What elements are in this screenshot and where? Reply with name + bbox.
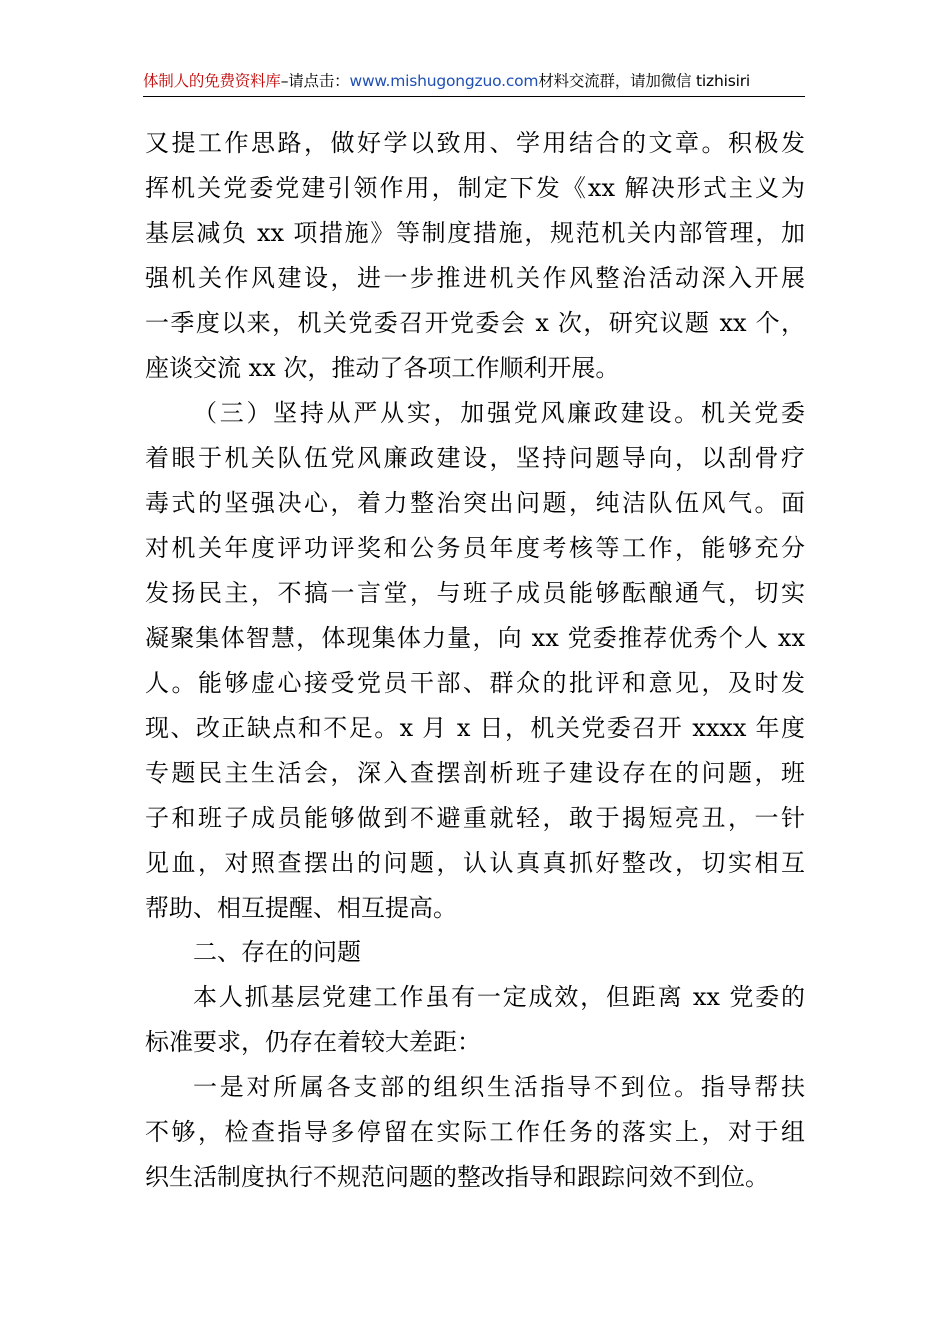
text-line: 人。能够虚心接受党员干部、群众的批评和意见，及时发: [145, 669, 805, 697]
text-line: 挥机关党委党建引领作用，制定下发《xx 解决形式主义为: [145, 174, 805, 202]
header-divider: [143, 96, 805, 97]
text-line: 现、改正缺点和不足。x 月 x 日，机关党委召开 xxxx 年度: [145, 714, 805, 742]
text-line: 座谈交流 xx 次，推动了各项工作顺利开展。: [145, 354, 620, 382]
text-line: 不够，检查指导多停留在实际工作任务的落实上，对于组: [145, 1118, 805, 1146]
text-line: 基层减负 xx 项措施》等制度措施，规范机关内部管理，加: [145, 219, 805, 247]
text-line: 专题民主生活会，深入查摆剖析班子建设存在的问题，班: [145, 759, 805, 787]
text-line: 本人抓基层党建工作虽有一定成效，但距离 xx 党委的: [193, 983, 805, 1011]
header-separator: –请点击：: [280, 72, 350, 90]
header-link[interactable]: www.mishugongzuo.com: [349, 72, 539, 90]
header-brand[interactable]: 体制人的免费资料库: [143, 72, 281, 90]
text-line: 着眼于机关队伍党风廉政建设，坚持问题导向，以刮骨疗: [145, 444, 805, 472]
text-line: 对机关年度评功评奖和公务员年度考核等工作，能够充分: [145, 534, 805, 562]
text-line: 凝聚集体智慧，体现集体力量，向 xx 党委推荐优秀个人 xx: [145, 624, 805, 652]
header-contact-note: 材料交流群，请加微信 tizhisiri: [538, 72, 750, 90]
page-header: [143, 66, 805, 96]
text-line: 子和班子成员能够做到不避重就轻，敢于揭短亮丑，一针: [145, 804, 805, 832]
text-line: 一季度以来，机关党委召开党委会 x 次，研究议题 xx 个，: [145, 309, 805, 337]
text-line: 又提工作思路，做好学以致用、学用结合的文章。积极发: [145, 129, 805, 157]
section-title: 二、存在的问题: [193, 938, 361, 966]
text-line: 织生活制度执行不规范问题的整改指导和跟踪问效不到位。: [145, 1163, 769, 1191]
text-line: 一是对所属各支部的组织生活指导不到位。指导帮扶: [193, 1073, 805, 1101]
text-line: 帮助、相互提醒、相互提高。: [145, 894, 457, 922]
text-line: 毒式的坚强决心，着力整治突出问题，纯洁队伍风气。面: [145, 489, 805, 517]
text-line: 强机关作风建设，进一步推进机关作风整治活动深入开展: [145, 264, 805, 292]
section-heading-3: （三）坚持从严从实，加强党风廉政建设。机关党委: [193, 399, 805, 427]
text-line: 见血，对照查摆出的问题，认认真真抓好整改，切实相互: [145, 849, 805, 877]
text-line: 标准要求，仍存在着较大差距：: [145, 1028, 481, 1056]
text-line: 发扬民主，不搞一言堂，与班子成员能够酝酿通气，切实: [145, 579, 805, 607]
